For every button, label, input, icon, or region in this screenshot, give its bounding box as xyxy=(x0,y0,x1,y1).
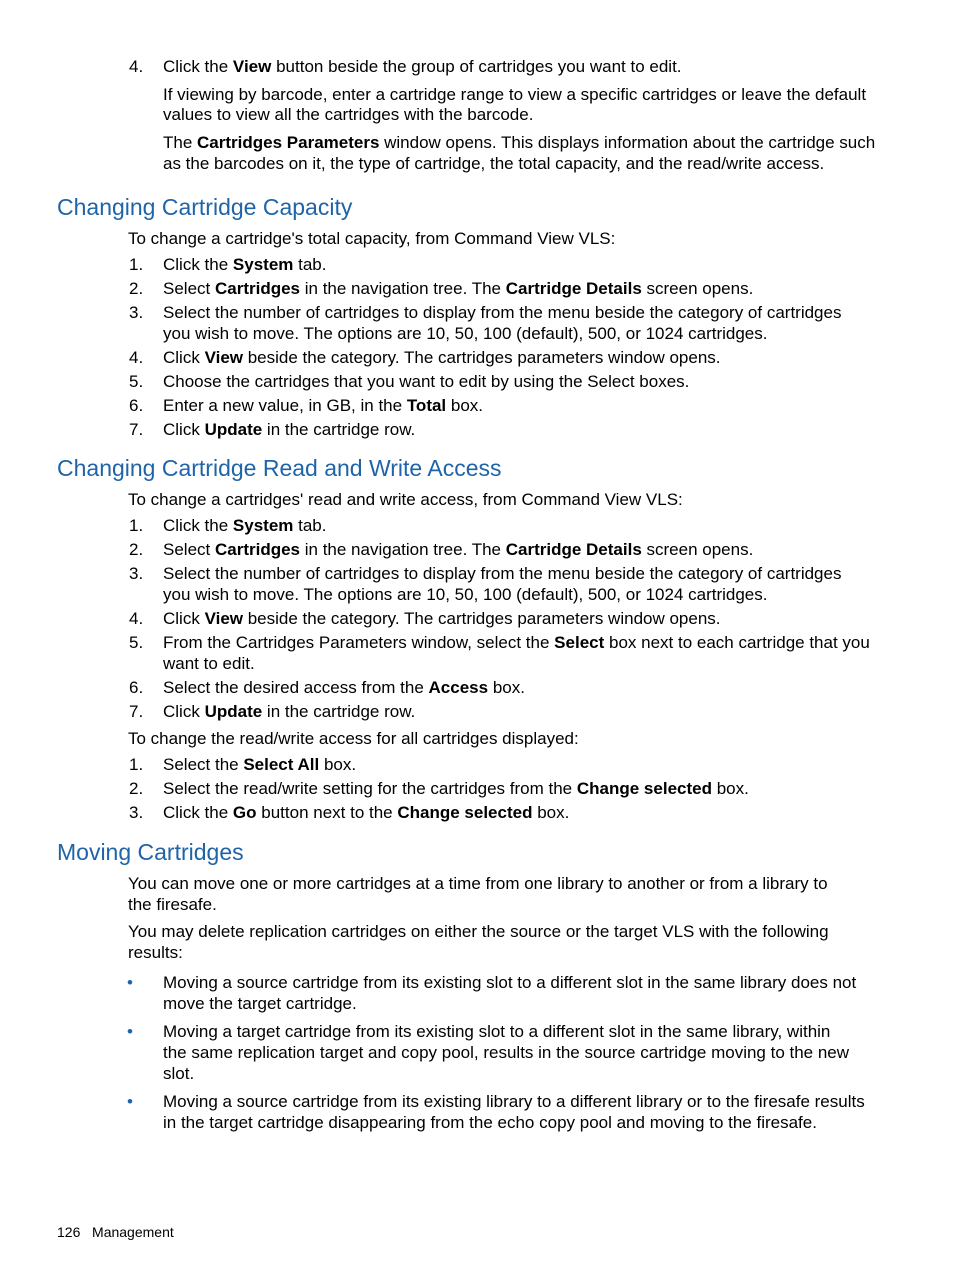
section-lead: To change the read/write access for all cartridges displayed: xyxy=(128,729,579,748)
step-text: Select the number of cartridges to display from the menu beside the category of cartridges xyxy=(163,564,842,583)
page-number: 126 xyxy=(57,1224,81,1240)
section-heading: Changing Cartridge Read and Write Access xyxy=(57,455,502,481)
paragraph: You may delete replication cartridges on either the source or the target VLS with the following xyxy=(128,922,829,941)
section-lead: To change a cartridge's total capacity, from Command View VLS: xyxy=(128,229,616,248)
step-text: Select Cartridges in the navigation tree. The Cartridge Details screen opens. xyxy=(163,540,754,559)
bullet-text: the same replication target and copy pool, results in the source cartridge moving to the new xyxy=(163,1043,850,1062)
step-text: From the Cartridges Parameters window, select the Select box next to each cartridge that you xyxy=(163,633,870,652)
step-text: Click the Go button next to the Change selected box. xyxy=(163,803,570,822)
step-number: 3. xyxy=(129,564,144,583)
step-text: Click the View button beside the group of cartridges you want to edit. xyxy=(163,57,682,76)
step-number: 3. xyxy=(129,803,144,822)
bullet-text: move the target cartridge. xyxy=(163,994,357,1013)
bullet-text: slot. xyxy=(163,1064,195,1083)
step-number: 2. xyxy=(129,540,144,559)
section-heading: Moving Cartridges xyxy=(57,839,244,865)
step-number: 7. xyxy=(129,420,144,439)
step-text: Select the read/write setting for the cartridges from the Change selected box. xyxy=(163,779,749,798)
step-text: Select the desired access from the Access box. xyxy=(163,678,525,697)
paragraph: If viewing by barcode, enter a cartridge range to view a specific cartridges or leave the default xyxy=(163,85,867,104)
bullet-icon: • xyxy=(127,973,133,992)
step-number: 4. xyxy=(129,57,144,76)
step-number: 1. xyxy=(129,516,144,535)
step-number: 5. xyxy=(129,633,144,652)
paragraph: results: xyxy=(128,943,183,962)
step-number: 5. xyxy=(129,372,144,391)
bullet-text: in the target cartridge disappearing from the echo copy pool and moving to the firesafe. xyxy=(163,1113,817,1132)
paragraph: the firesafe. xyxy=(128,895,217,914)
step-text: Click the System tab. xyxy=(163,516,327,535)
step-text: Click View beside the category. The cartridges parameters window opens. xyxy=(163,609,721,628)
step-number: 7. xyxy=(129,702,144,721)
bullet-text: Moving a source cartridge from its existing library to a different library or to the firesafe results xyxy=(163,1092,865,1111)
bullet-text: Moving a source cartridge from its existing slot to a different slot in the same library does not xyxy=(163,973,857,992)
step-number: 1. xyxy=(129,755,144,774)
section-lead: To change a cartridges' read and write access, from Command View VLS: xyxy=(128,490,683,509)
step-number: 2. xyxy=(129,279,144,298)
step-number: 6. xyxy=(129,396,144,415)
step-number: 1. xyxy=(129,255,144,274)
paragraph: The Cartridges Parameters window opens. This displays information about the cartridge such xyxy=(163,133,876,152)
bullet-text: Moving a target cartridge from its existing slot to a different slot in the same library, within xyxy=(163,1022,831,1041)
step-number: 4. xyxy=(129,609,144,628)
step-number: 3. xyxy=(129,303,144,322)
step-text: want to edit. xyxy=(163,654,255,673)
section-heading: Changing Cartridge Capacity xyxy=(57,194,353,220)
step-text: Click the System tab. xyxy=(163,255,327,274)
step-text: Enter a new value, in GB, in the Total box. xyxy=(163,396,484,415)
step-text: you wish to move. The options are 10, 50, 100 (default), 500, or 1024 cartridges. xyxy=(163,324,768,343)
step-text: Click View beside the category. The cartridges parameters window opens. xyxy=(163,348,721,367)
bullet-icon: • xyxy=(127,1022,133,1041)
step-text: Choose the cartridges that you want to edit by using the Select boxes. xyxy=(163,372,690,391)
page-footer xyxy=(57,1224,174,1240)
step-text: you wish to move. The options are 10, 50, 100 (default), 500, or 1024 cartridges. xyxy=(163,585,768,604)
paragraph: You can move one or more cartridges at a time from one library to another or from a library to xyxy=(128,874,828,893)
step-number: 6. xyxy=(129,678,144,697)
step-text: Select Cartridges in the navigation tree. The Cartridge Details screen opens. xyxy=(163,279,754,298)
step-number: 4. xyxy=(129,348,144,367)
step-text: Select the Select All box. xyxy=(163,755,357,774)
footer-section: Management xyxy=(92,1224,174,1240)
step-number: 2. xyxy=(129,779,144,798)
bullet-icon: • xyxy=(127,1092,133,1111)
paragraph: as the barcodes on it, the type of cartridge, the total capacity, and the read/write access. xyxy=(163,154,825,173)
step-text: Select the number of cartridges to display from the menu beside the category of cartridges xyxy=(163,303,842,322)
paragraph: values to view all the cartridges with the barcode. xyxy=(163,105,534,124)
step-text: Click Update in the cartridge row. xyxy=(163,420,416,439)
step-text: Click Update in the cartridge row. xyxy=(163,702,416,721)
